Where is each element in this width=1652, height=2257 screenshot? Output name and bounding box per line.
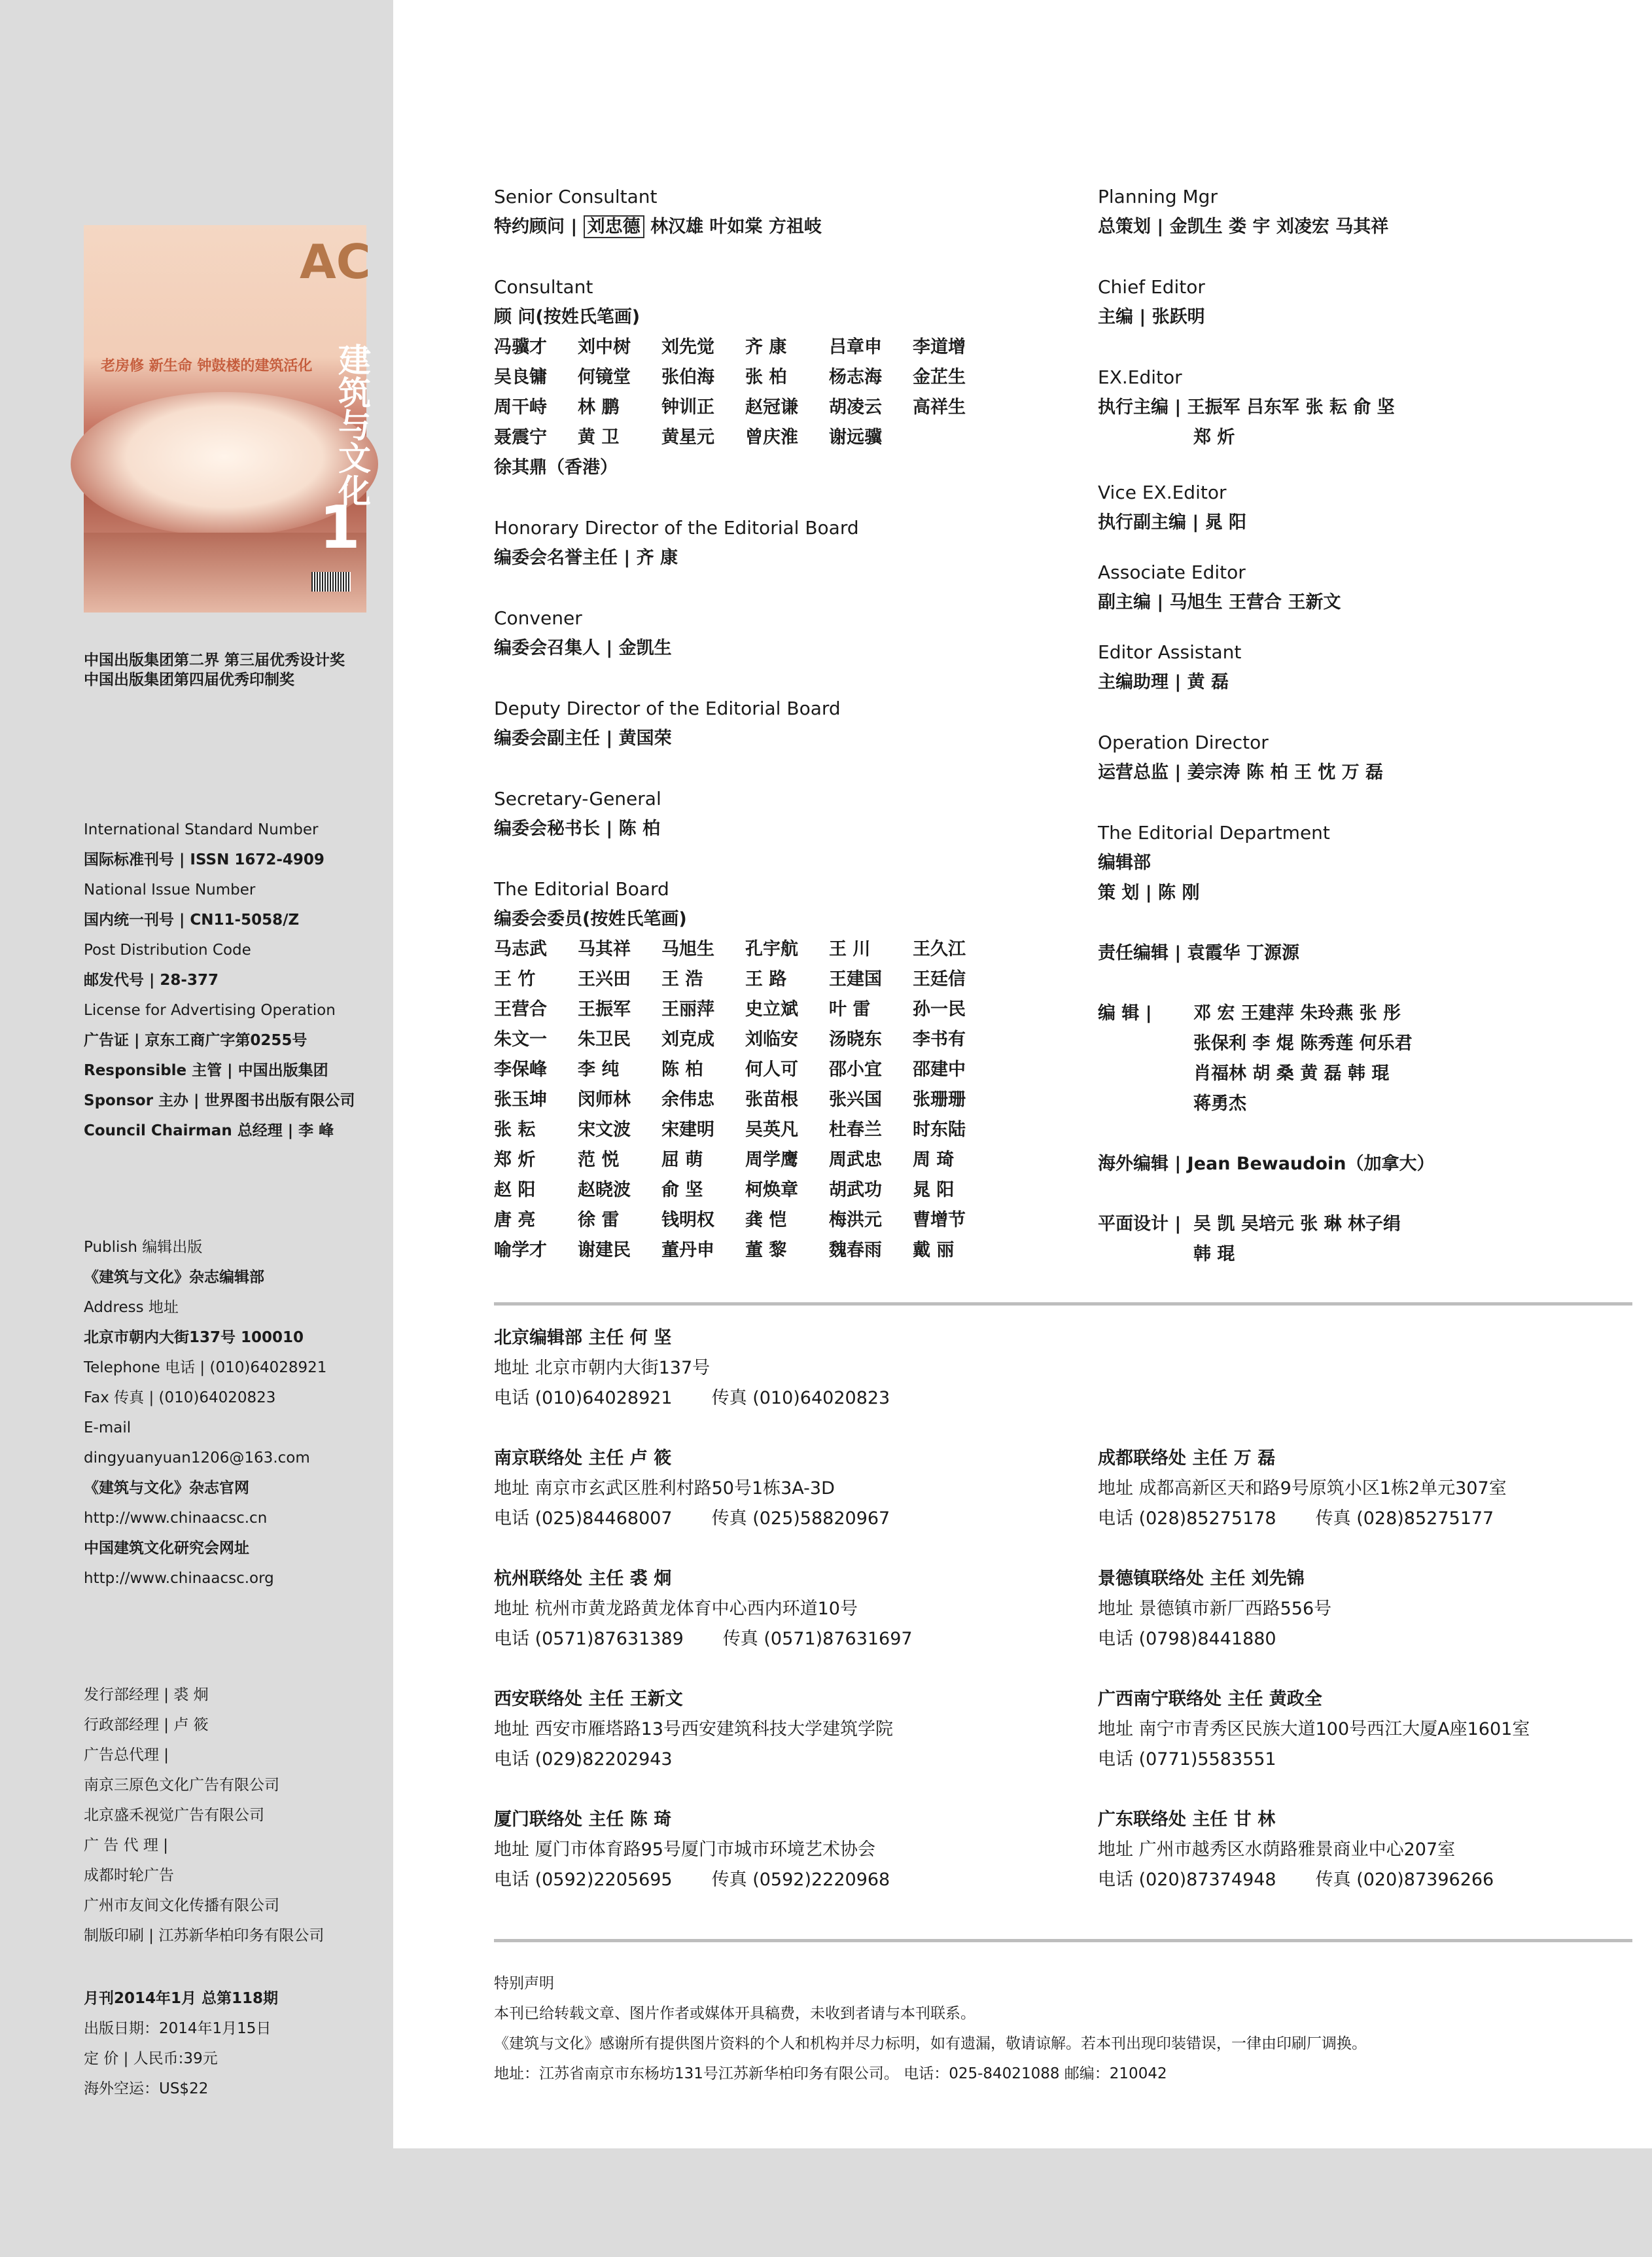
name: 董丹申 bbox=[661, 1240, 714, 1260]
name: 宋文波 bbox=[578, 1120, 631, 1140]
secretary-zh: 编委会秘书长 | 陈 柏 bbox=[494, 819, 661, 839]
office-address: 地址 北京市朝内大街137号 bbox=[494, 1358, 711, 1378]
name: 龚 恺 bbox=[745, 1210, 787, 1230]
name: 金芷生 bbox=[913, 367, 966, 387]
name: 柯焕章 bbox=[745, 1180, 798, 1200]
name: 刘克成 bbox=[661, 1029, 714, 1050]
post-code-label: Post Distribution Code bbox=[84, 942, 251, 959]
office-tel: 电话 (0771)5583551 bbox=[1098, 1749, 1276, 1769]
office-head: 杭州联络处 主任 裘 炯 bbox=[494, 1569, 672, 1589]
consultant-row: 徐其鼎（香港） bbox=[494, 457, 618, 478]
board-section bbox=[494, 874, 996, 1266]
ad-agent-1: 南京三原色文化广告有限公司 bbox=[84, 1777, 279, 1794]
name: 王廷信 bbox=[913, 969, 966, 989]
office-head: 广东联络处 主任 甘 林 bbox=[1098, 1809, 1276, 1830]
consultant-row bbox=[494, 332, 996, 363]
name: 马志武 bbox=[494, 939, 547, 959]
design-list bbox=[1193, 1209, 1401, 1270]
society-website-link[interactable]: http://www.chinaacsc.org bbox=[84, 1570, 274, 1587]
sponsor: Sponsor 主办 | 世界图书出版有限公司 bbox=[84, 1092, 355, 1109]
name: 董 黎 bbox=[745, 1240, 787, 1260]
name: 钟训正 bbox=[661, 397, 714, 418]
website-label: 《建筑与文化》杂志官网 bbox=[84, 1480, 249, 1497]
office-fax: 传真 (010)64020823 bbox=[711, 1388, 890, 1408]
office-address: 地址 西安市雁塔路13号西安建筑科技大学建筑学院 bbox=[494, 1719, 893, 1739]
office-head: 成都联络处 主任 万 磊 bbox=[1098, 1448, 1276, 1468]
consultant-label: 顾 问(按姓氏笔画) bbox=[494, 307, 641, 327]
name: 马其祥 bbox=[578, 939, 631, 959]
editorial-dept-zh: 编辑部 bbox=[1098, 853, 1151, 873]
convener-zh: 编委会召集人 | 金凯生 bbox=[494, 638, 672, 658]
responsible-editor: 责任编辑 | 袁霞华 丁源源 bbox=[1098, 943, 1300, 963]
office-phone-line bbox=[494, 1383, 890, 1413]
office-tel: 电话 (010)64028921 bbox=[494, 1388, 673, 1408]
ad-agent-label: 广告总代理 | bbox=[84, 1747, 169, 1764]
name: 刘临安 bbox=[745, 1029, 798, 1050]
office-hangzhou bbox=[494, 1564, 913, 1654]
office-phone-line bbox=[494, 1865, 890, 1895]
office-head: 西安联络处 主任 王新文 bbox=[494, 1689, 683, 1709]
name: 刘中树 bbox=[578, 337, 631, 357]
name: 李道增 bbox=[913, 337, 966, 357]
office-tel: 电话 (0592)2205695 bbox=[494, 1870, 673, 1890]
name: 孙一民 bbox=[913, 999, 966, 1020]
honorary-en: Honorary Director of the Editorial Board bbox=[494, 517, 859, 539]
issue-month: 月刊2014年1月 总第118期 bbox=[84, 1990, 279, 2007]
chief-editor-zh: 主编 | 张跃明 bbox=[1098, 307, 1205, 327]
divider bbox=[494, 1939, 1632, 1942]
name: 邵小宜 bbox=[829, 1059, 882, 1080]
name: 魏春雨 bbox=[829, 1240, 882, 1260]
national-issue-label: National Issue Number bbox=[84, 881, 256, 898]
name: 钱明权 bbox=[661, 1210, 714, 1230]
ad-agency-label: 广 告 代 理 | bbox=[84, 1837, 168, 1854]
name: 冯骥才 bbox=[494, 337, 547, 357]
consultant-row bbox=[494, 423, 996, 453]
cover-logo: AC bbox=[300, 234, 371, 289]
office-fax: 传真 (020)87396266 bbox=[1315, 1870, 1494, 1890]
editor-assistant-section bbox=[1098, 637, 1241, 698]
secretary-section bbox=[494, 784, 661, 844]
office-address: 地址 杭州市黄龙路黄龙体育中心西内环道10号 bbox=[494, 1599, 858, 1619]
name: 何镜堂 bbox=[578, 367, 631, 387]
office-address: 地址 成都高新区天和路9号原筑小区1栋2单元307室 bbox=[1098, 1478, 1507, 1499]
design-label: 平面设计 | bbox=[1098, 1214, 1182, 1234]
chief-editor-en: Chief Editor bbox=[1098, 276, 1205, 298]
senior-consultant-en: Senior Consultant bbox=[494, 186, 658, 207]
name: 张苗根 bbox=[745, 1090, 798, 1110]
award-2: 中国出版集团第四届优秀印制奖 bbox=[84, 671, 294, 688]
board-row bbox=[494, 1115, 996, 1145]
office-phone-line bbox=[494, 1504, 890, 1534]
office-phone-line bbox=[1098, 1865, 1494, 1895]
name: 俞 坚 bbox=[661, 1180, 703, 1200]
name: 时东陆 bbox=[913, 1120, 966, 1140]
name: 王 浩 bbox=[661, 969, 703, 989]
name: 张兴国 bbox=[829, 1090, 882, 1110]
name: 叶 雷 bbox=[829, 999, 871, 1020]
name: 陈 柏 bbox=[661, 1059, 703, 1080]
name: 谢建民 bbox=[578, 1240, 631, 1260]
name: 范 悦 bbox=[578, 1150, 620, 1170]
name: 王 路 bbox=[745, 969, 787, 989]
name: 宋建明 bbox=[661, 1120, 714, 1140]
planning-zh: 总策划 | 金凯生 娄 宇 刘凌宏 马其祥 bbox=[1098, 217, 1389, 237]
ex-editor-zh: 执行主编 | 王振军 吕东军 张 耘 俞 坚 bbox=[1098, 397, 1395, 418]
editors-line: 肖福林 胡 桑 黄 磊 韩 琨 bbox=[1193, 1063, 1390, 1084]
office-head: 厦门联络处 主任 陈 琦 bbox=[494, 1809, 672, 1830]
name: 赵冠谦 bbox=[745, 397, 798, 418]
office-fax: 传真 (028)85275177 bbox=[1315, 1508, 1494, 1529]
ad-agency-2: 广州市友间文化传播有限公司 bbox=[84, 1897, 279, 1914]
cover-title: 建筑与文化 bbox=[333, 343, 371, 506]
name: 周干峙 bbox=[494, 397, 547, 418]
address: 北京市朝内大街137号 100010 bbox=[84, 1329, 304, 1346]
isn-label: International Standard Number bbox=[84, 821, 319, 838]
society-website-label: 中国建筑文化研究会网址 bbox=[84, 1540, 249, 1557]
ad-license: 广告证 | 京东工商广字第0255号 bbox=[84, 1032, 308, 1049]
printer: 制版印刷 | 江苏新华柏印务有限公司 bbox=[84, 1927, 325, 1944]
name: 张珊珊 bbox=[913, 1090, 966, 1110]
notice-line: 本刊已给转载文章、图片作者或媒体开具稿费，未收到者请与本刊联系。 bbox=[494, 2005, 975, 2022]
name: 吕章申 bbox=[829, 337, 882, 357]
price: 定 价 | 人民币:39元 bbox=[84, 2050, 218, 2067]
name: 赵晓波 bbox=[578, 1180, 631, 1200]
ex-editor-zh2: 郑 炘 bbox=[1193, 427, 1235, 448]
board-row bbox=[494, 1055, 996, 1085]
board-row bbox=[494, 965, 996, 995]
deputy-en: Deputy Director of the Editorial Board bbox=[494, 698, 841, 719]
issn: 国际标准刊号 | ISSN 1672-4909 bbox=[84, 851, 325, 868]
office-head: 北京编辑部 主任 何 坚 bbox=[494, 1328, 672, 1348]
cn-number: 国内统一刊号 | CN11-5058/Z bbox=[84, 912, 300, 929]
notice-line: 地址：江苏省南京市东杨坊131号江苏新华柏印务有限公司。 电话：025-84021088 邮编：210042 bbox=[494, 2065, 1167, 2082]
office-head: 景德镇联络处 主任 刘先锦 bbox=[1098, 1569, 1305, 1589]
operation-en: Operation Director bbox=[1098, 732, 1269, 753]
email[interactable]: dingyuanyuan1206@163.com bbox=[84, 1449, 310, 1466]
name: 王久江 bbox=[913, 939, 966, 959]
consultant-row bbox=[494, 363, 996, 393]
consultant-en: Consultant bbox=[494, 276, 593, 298]
email-label: E-mail bbox=[84, 1419, 132, 1436]
office-fax: 传真 (025)58820967 bbox=[711, 1508, 890, 1529]
board-row bbox=[494, 1175, 996, 1205]
office-tel: 电话 (0571)87631389 bbox=[494, 1629, 684, 1649]
senior-consultant-label: 特约顾问 | bbox=[494, 217, 578, 237]
divider bbox=[494, 1302, 1632, 1306]
name: 王营合 bbox=[494, 999, 547, 1020]
vice-editor-zh: 执行副主编 | 晁 阳 bbox=[1098, 512, 1247, 533]
fax: Fax 传真 | (010)64020823 bbox=[84, 1389, 276, 1406]
operation-section bbox=[1098, 728, 1383, 788]
editorial-dept-en: The Editorial Department bbox=[1098, 822, 1330, 844]
consultant-section bbox=[494, 272, 996, 483]
convener-section bbox=[494, 603, 672, 664]
name: 何人可 bbox=[745, 1059, 798, 1080]
editors-list bbox=[1193, 999, 1413, 1119]
office-head: 广西南宁联络处 主任 黄政全 bbox=[1098, 1689, 1322, 1709]
ex-editor-section bbox=[1098, 363, 1395, 453]
bottom-band bbox=[0, 2148, 1652, 2257]
special-notice bbox=[494, 1968, 1367, 2089]
cover-issue-number: 1 bbox=[319, 493, 360, 562]
name: 高祥生 bbox=[913, 397, 966, 418]
admin-manager: 行政部经理 | 卢 筱 bbox=[84, 1716, 209, 1733]
name: 周学鹰 bbox=[745, 1150, 798, 1170]
editorial-dept-section bbox=[1098, 818, 1435, 1270]
editor-assistant-en: Editor Assistant bbox=[1098, 641, 1242, 663]
board-row bbox=[494, 1205, 996, 1235]
overseas-editor: 海外编辑 | Jean Bewaudoin（加拿大） bbox=[1098, 1154, 1435, 1174]
board-row bbox=[494, 995, 996, 1025]
telephone: Telephone 电话 | (010)64028921 bbox=[84, 1359, 327, 1376]
deputy-section bbox=[494, 694, 841, 754]
consultant-row bbox=[494, 393, 996, 423]
name: 胡凌云 bbox=[829, 397, 882, 418]
name: 谢远骥 bbox=[829, 427, 882, 448]
magazine-cover-image bbox=[84, 225, 371, 613]
name: 刘先觉 bbox=[661, 337, 714, 357]
address-label: Address 地址 bbox=[84, 1299, 179, 1316]
office-fax: 传真 (0592)2220968 bbox=[711, 1870, 890, 1890]
ex-editor-en: EX.Editor bbox=[1098, 366, 1182, 388]
office-address: 地址 南京市玄武区胜利村路50号1栋3A-3D bbox=[494, 1478, 835, 1499]
senior-consultant-boxed-name: 刘忠德 bbox=[584, 215, 644, 238]
deputy-zh: 编委会副主任 | 黄国荣 bbox=[494, 728, 672, 749]
design-line: 韩 琨 bbox=[1193, 1244, 1235, 1264]
overseas-price: 海外空运：US$22 bbox=[84, 2080, 209, 2097]
office-tel: 电话 (028)85275178 bbox=[1098, 1508, 1276, 1529]
board-en: The Editorial Board bbox=[494, 878, 669, 900]
office-xian bbox=[494, 1684, 893, 1775]
name: 张 耘 bbox=[494, 1120, 536, 1140]
office-beijing bbox=[494, 1323, 890, 1413]
name: 曹增节 bbox=[913, 1210, 966, 1230]
associate-editor-en: Associate Editor bbox=[1098, 561, 1246, 583]
office-tel: 电话 (025)84468007 bbox=[494, 1508, 673, 1529]
barcode-icon bbox=[311, 572, 351, 592]
senior-consultant-names: 林汉雄 叶如棠 方祖岐 bbox=[650, 217, 822, 237]
board-label: 编委会委员(按姓氏笔画) bbox=[494, 909, 687, 929]
name: 王丽萍 bbox=[661, 999, 714, 1020]
name: 唐 亮 bbox=[494, 1210, 536, 1230]
planner: 策 划 | 陈 刚 bbox=[1098, 883, 1200, 903]
office-address: 地址 景德镇市新厂西路556号 bbox=[1098, 1599, 1332, 1619]
editor-assistant-zh: 主编助理 | 黄 磊 bbox=[1098, 672, 1229, 692]
name: 戴 丽 bbox=[913, 1240, 955, 1260]
name: 余伟忠 bbox=[661, 1090, 714, 1110]
office-address: 地址 厦门市体育路95号厦门市城市环境艺术协会 bbox=[494, 1839, 875, 1860]
name: 杨志海 bbox=[829, 367, 882, 387]
name: 马旭生 bbox=[661, 939, 714, 959]
editors-label: 编 辑 | bbox=[1098, 1003, 1152, 1023]
editors-line: 蒋勇杰 bbox=[1193, 1093, 1246, 1114]
editors-line: 张保利 李 焜 陈秀莲 何乐君 bbox=[1193, 1033, 1413, 1054]
award-1: 中国出版集团第二界 第三届优秀设计奖 bbox=[84, 652, 345, 669]
name: 史立斌 bbox=[745, 999, 798, 1020]
design-block bbox=[1098, 1209, 1435, 1270]
name: 王建国 bbox=[829, 969, 882, 989]
honorary-section bbox=[494, 513, 859, 573]
name: 晁 阳 bbox=[913, 1180, 955, 1200]
publish-label: Publish 编辑出版 bbox=[84, 1239, 203, 1256]
name: 黄 卫 bbox=[578, 427, 620, 448]
name: 张伯海 bbox=[661, 367, 714, 387]
ad-agent-2: 北京盛禾视觉广告有限公司 bbox=[84, 1807, 264, 1824]
name: 周 琦 bbox=[913, 1150, 955, 1170]
office-fax: 传真 (0571)87631697 bbox=[722, 1629, 913, 1649]
name: 邵建中 bbox=[913, 1059, 966, 1080]
office-chengdu bbox=[1098, 1444, 1507, 1534]
name: 杜春兰 bbox=[829, 1120, 882, 1140]
distribution-manager: 发行部经理 | 裘 炯 bbox=[84, 1686, 209, 1703]
office-xiamen bbox=[494, 1805, 890, 1895]
ad-agency-1: 成都时轮广告 bbox=[84, 1867, 174, 1884]
name: 李 纯 bbox=[578, 1059, 620, 1080]
name: 周武忠 bbox=[829, 1150, 882, 1170]
editors-line: 邓 宏 王建萍 朱玲燕 张 彤 bbox=[1193, 1003, 1401, 1023]
notice-title: 特别声明 bbox=[494, 1975, 554, 1992]
associate-editor-zh: 副主编 | 马旭生 王营合 王新文 bbox=[1098, 592, 1341, 613]
name: 孔宇航 bbox=[745, 939, 798, 959]
name: 齐 康 bbox=[745, 337, 787, 357]
secretary-en: Secretary-General bbox=[494, 788, 661, 809]
office-tel: 电话 (029)82202943 bbox=[494, 1749, 673, 1769]
name: 张 柏 bbox=[745, 367, 787, 387]
name: 王兴田 bbox=[578, 969, 631, 989]
name: 李保峰 bbox=[494, 1059, 547, 1080]
name: 汤晓东 bbox=[829, 1029, 882, 1050]
vice-editor-section bbox=[1098, 478, 1246, 538]
design-line: 吴 凯 吴培元 张 琳 林子绢 bbox=[1193, 1214, 1401, 1234]
name: 曾庆淮 bbox=[745, 427, 798, 448]
chief-editor-section bbox=[1098, 272, 1205, 332]
website-link[interactable]: http://www.chinaacsc.cn bbox=[84, 1510, 268, 1527]
cover-headline: 老房修 新生命 钟鼓楼的建筑活化 bbox=[101, 358, 313, 374]
associate-editor-section bbox=[1098, 558, 1341, 618]
ad-license-label: License for Advertising Operation bbox=[84, 1002, 336, 1019]
office-phone-line bbox=[1098, 1504, 1507, 1534]
vice-editor-en: Vice EX.Editor bbox=[1098, 482, 1227, 503]
board-row bbox=[494, 1145, 996, 1175]
publisher: 《建筑与文化》杂志编辑部 bbox=[84, 1269, 264, 1286]
office-phone-line bbox=[494, 1624, 913, 1654]
senior-consultant-section bbox=[494, 182, 822, 242]
convener-en: Convener bbox=[494, 607, 582, 629]
office-guangdong bbox=[1098, 1805, 1494, 1895]
office-head: 南京联络处 主任 卢 筱 bbox=[494, 1448, 672, 1468]
name: 李书有 bbox=[913, 1029, 966, 1050]
office-address: 地址 广州市越秀区水荫路雅景商业中心207室 bbox=[1098, 1839, 1456, 1860]
board-row bbox=[494, 1025, 996, 1055]
office-address: 地址 南宁市青秀区民族大道100号西江大厦A座1601室 bbox=[1098, 1719, 1530, 1739]
notice-line: 《建筑与文化》感谢所有提供图片资料的个人和机构并尽力标明，如有遗漏，敬请谅解。若本刊出现印装错误，一律由印刷厂调换。 bbox=[494, 2035, 1367, 2052]
name: 王 川 bbox=[829, 939, 871, 959]
board-row bbox=[494, 1235, 996, 1266]
planning-section bbox=[1098, 182, 1388, 242]
office-tel: 电话 (0798)8441880 bbox=[1098, 1629, 1276, 1649]
name: 张玉坤 bbox=[494, 1090, 547, 1110]
name: 朱卫民 bbox=[578, 1029, 631, 1050]
name: 吴英凡 bbox=[745, 1120, 798, 1140]
board-row bbox=[494, 1085, 996, 1115]
office-nanning bbox=[1098, 1684, 1530, 1775]
name: 徐 雷 bbox=[578, 1210, 620, 1230]
board-row bbox=[494, 934, 996, 965]
council-chairman: Council Chairman 总经理 | 李 峰 bbox=[84, 1122, 334, 1139]
office-jingdezhen bbox=[1098, 1564, 1331, 1654]
office-nanjing bbox=[494, 1444, 890, 1534]
publish-date: 出版日期：2014年1月15日 bbox=[84, 2020, 272, 2037]
name: 聂震宁 bbox=[494, 427, 547, 448]
planning-en: Planning Mgr bbox=[1098, 186, 1218, 207]
office-tel: 电话 (020)87374948 bbox=[1098, 1870, 1276, 1890]
name: 黄星元 bbox=[661, 427, 714, 448]
editors-block bbox=[1098, 999, 1435, 1119]
senior-consultant-zh bbox=[494, 212, 822, 242]
name: 郑 炘 bbox=[494, 1150, 536, 1170]
name: 喻学才 bbox=[494, 1240, 547, 1260]
name: 屈 萌 bbox=[661, 1150, 703, 1170]
name: 朱文一 bbox=[494, 1029, 547, 1050]
name: 王 竹 bbox=[494, 969, 536, 989]
name: 梅洪元 bbox=[829, 1210, 882, 1230]
name: 赵 阳 bbox=[494, 1180, 536, 1200]
post-code: 邮发代号 | 28-377 bbox=[84, 972, 219, 989]
honorary-zh: 编委会名誉主任 | 齐 康 bbox=[494, 548, 678, 568]
name: 林 鹏 bbox=[578, 397, 620, 418]
operation-zh: 运营总监 | 姜宗涛 陈 柏 王 忱 万 磊 bbox=[1098, 762, 1384, 783]
name: 闵师林 bbox=[578, 1090, 631, 1110]
responsible: Responsible 主管 | 中国出版集团 bbox=[84, 1062, 328, 1079]
name: 吴良镛 bbox=[494, 367, 547, 387]
name: 王振军 bbox=[578, 999, 631, 1020]
name: 胡武功 bbox=[829, 1180, 882, 1200]
